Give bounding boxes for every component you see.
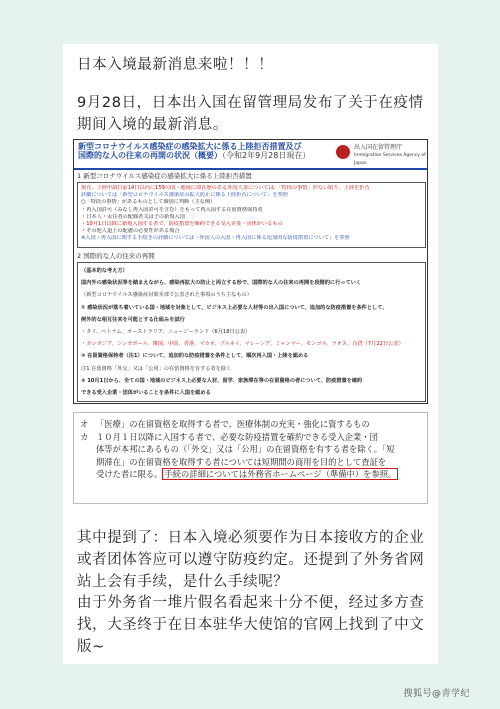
excerpt-row [80,468,421,481]
section2-line: ② 在留資格保持者（注1）について、追加的な防疫措置を条件として、順次再入国・上陸を認める [81,353,309,360]
section2-line: 例外的な相互往来を可能とする仕組みを試行 [81,316,185,323]
section2-line: ① 感染状況が落ち着いている国・地域を対象として、ビジネス上必要な人材等の出入国について、追加的な防疫措置を条件として、 [81,304,388,311]
excerpt-text: 受けた者に限る。 [96,469,163,480]
embedded-document-image [73,139,428,404]
section1-line: 現在、上陸申請日前14日以内に159の国・地域に滞在歴のある外国人等については、「特段の事情」がない限り、上陸を拒否 [81,185,370,191]
excerpt-mark: カ [80,431,89,442]
section1-box [77,182,426,248]
document-header [74,140,428,170]
agency-logo-icon [336,145,350,159]
excerpt-image [73,412,428,504]
document-title-line2: 国際的な人の往来の再開の状況（概要） [78,151,222,160]
paragraph-mentioned: 其中提到了：日本入境必须要作为日本接收方的企业或者团体答应可以遵守防疫约定。还提到了外务省网站上会有手续，是什么手续呢？ [77,530,425,590]
excerpt-row [80,418,421,431]
excerpt-row [80,456,421,469]
section2-line: 国内外の感染状況等を踏まえながら、感染再拡大の防止と両立する形で、国際的な人の往来の再開を段階的に行っていく [81,280,362,287]
excerpt-mark: オ [80,419,89,429]
section1-heading: 1 新型コロナウイルス感染症の感染拡大に係る上陸拒否措置 [77,172,252,180]
sohu-watermark: 搜狐号@青学纪 [403,689,470,699]
section2-box [77,262,426,402]
section1-line: 詳細については「新型コロナウイルス感染症の拡大防止に係る上陸拒否について」を参照 [81,192,288,199]
paragraph-intro: 日本入境最新消息来啦！！！ [77,57,274,73]
excerpt-text: 「医療」の在留資格を取得する者で、医療体制の充実・強化に資するもの [96,419,370,429]
section2-line: できる受入企業・団体がいることを条件に入国を認める [81,390,211,397]
agency-name-en: Immigration Services Agency of Japan [354,153,426,166]
excerpt-text: １０月１日以降に入国する者で、必要な防疫措置を確約できる受入企業・団 [96,431,378,442]
section2-line: （基本的な考え方） [81,268,128,274]
section2-line: （新型コロナウイルス感染症対策本部で公表された事項のうち主なもの） [81,292,252,299]
excerpt-row [80,443,421,456]
excerpt-row [80,431,421,444]
agency-name-jp: 出入国在留管理庁 [354,144,403,151]
section1-line: ※入国・再入国に関する手続きの詳細については「外国人の入国・再入国に係る追加的な防疫措置について」を参照 [81,235,350,242]
section1-line: ○「特段の事情」があるものとして個別に判断（主な例） [81,199,216,206]
document-date: （令和2年9月28日現在） [222,151,311,160]
section2-line: ・タイ、ベトナム、オーストラリア、ニュージーランド（6月18日公表） [81,329,251,336]
paragraph-date-news: 9月28日，日本出入国在留管理局发布了关于在疫情期间入境的最新消息。 [77,95,424,133]
document-title-line1: 新型コロナウイルス感染症の感染拡大に係る上陸拒否措置及び [78,142,302,151]
excerpt-text: 期滞在」の在留資格を取得する者については短期間の商用を目的として査証を [96,456,387,467]
section1-line: ・再入国許可（みなし再入国許可を含む）をもって再入国する在留資格保持者 [81,206,263,213]
article-card [63,44,438,664]
paragraph-found-chinese-version: 由于外务省一堆片假名看起来十分不便，经过多方查找，大圣终于在日本驻华大使馆的官网上找到了中文版~ [77,595,425,655]
section1-line: ・その他人道上の配慮の必要性がある場合 [81,228,180,235]
excerpt-text: 体等が本邦にあるもの（「外交」又は「公用」の在留資格を有する者を除く。「短 [96,444,395,455]
section2-line: ・カンボジア、シンガポール、韓国、中国、香港、マカオ、ブルネイ、マレーシア、ミャンマー、モンゴル、ラオス、台湾（7月22日公表） [81,341,404,348]
section2-heading: 2 国際的な人の往来の再開 [77,252,155,260]
document-title [78,142,318,160]
section2-line: 注1 在留資格「外交」又は「公用」の在留資格を有する者を除く [81,365,232,372]
section1-line: ・10月1日以降に新規入国する者で、防疫措置を確約できる受入企業・団体がいるもの [81,221,283,228]
section2-line: ③ 10月1日から、全ての国・地域のビジネス上必要な人材、留学、家族滞在等の在留資格の者について、防疫措置を確約 [81,377,363,384]
agency-name [354,144,426,168]
section1-line: ・日本人・永住者の配偶者又は子の新規入国 [81,213,185,220]
highlighted-procedure-note: 手続の詳細については外務省ホームページ（準備中）を参照。 [164,469,397,480]
